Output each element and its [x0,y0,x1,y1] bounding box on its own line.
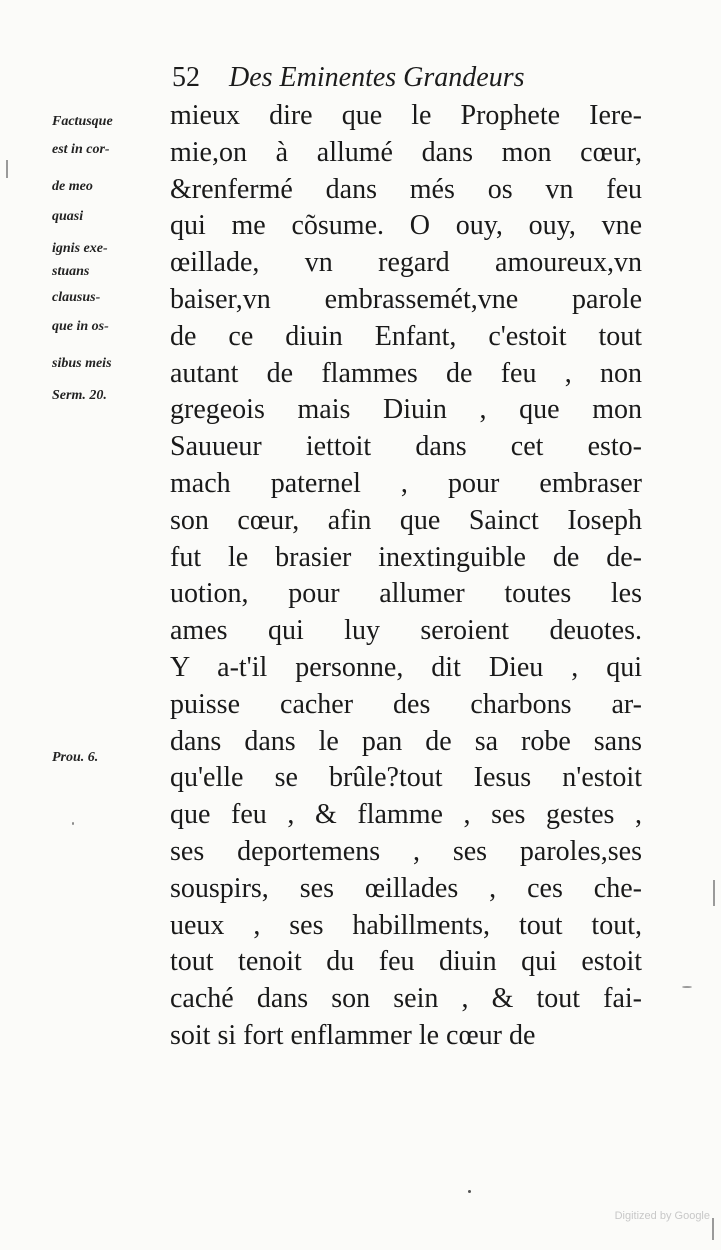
text-line: ueux , ses habillments, tout tout, [170,909,642,941]
digitization-watermark: Digitized by Google [614,1210,710,1222]
margin-note-line: Serm. 20. [52,388,107,403]
ink-speck [72,822,74,825]
ink-speck [682,986,692,988]
right-edge-mark-1 [713,880,715,906]
text-line: &renfermé dans més os vn feu [170,173,642,205]
right-edge-mark-2 [712,1218,714,1240]
text-line: mieux dire que le Prophete Iere- [170,100,642,131]
text-line: Sauueur iettoit dans cet esto- [170,431,642,463]
left-edge-mark [6,160,8,178]
text-line: mie,on à allumé dans mon cœur, [170,136,642,168]
text-line: uotion, pour allumer toutes les [170,578,642,610]
ink-speck [468,1190,471,1193]
margin-note-line: sibus meis [52,356,112,371]
text-line: mach paternel , pour embraser [170,467,642,499]
text-line: baiser,vn embrassemét,vne parole [170,283,642,315]
margin-note-line: clausus- [52,290,101,305]
text-line: qui me cõsume. O ouy, ouy, vne [170,210,642,242]
text-line: autant de flammes de feu , non [170,357,642,389]
text-line: que feu , & flamme , ses gestes , [170,799,642,831]
text-line: caché dans son sein , & tout fai- [170,983,642,1015]
running-title: Des Eminentes Grandeurs [229,62,525,93]
text-line: Y a-t'il personne, dit Dieu , qui [170,651,642,683]
margin-note-line: quasi [52,209,84,224]
margin-note-line: que in os- [52,319,109,334]
margin-note-line: Prou. 6. [52,750,99,765]
text-line: dans dans le pan de sa robe sans [170,725,642,757]
page-number: 52 [172,62,200,93]
margin-note-line: est in cor- [52,142,110,157]
text-line: œillade, vn regard amoureux,vn [170,247,642,279]
text-line: ses deportemens , ses paroles,ses [170,835,642,867]
text-line: tout tenoit du feu diuin qui estoit [170,946,642,978]
margin-note-line: ignis exe- [52,241,108,256]
text-line: soit si fort enflammer le cœur de [170,1019,536,1051]
text-line: qu'elle se brûle?tout Iesus n'estoit [170,762,642,794]
page-header [172,58,652,98]
margin-note-line: Factusque [52,114,113,129]
margin-note-line: de meo [52,179,93,194]
text-line: son cœur, afin que Sainct Ioseph [170,504,642,536]
margin-note-line: stuans [52,264,90,279]
text-line: gregeois mais Diuin , que mon [170,394,642,426]
text-line: ames qui luy seroient deuotes. [170,615,642,647]
text-line: puisse cacher des charbons ar- [170,688,642,720]
text-line: de ce diuin Enfant, c'estoit tout [170,320,642,352]
text-line: fut le brasier inextinguible de de- [170,541,642,573]
text-line: souspirs, ses œillades , ces che- [170,872,642,904]
main-text [170,98,642,1055]
